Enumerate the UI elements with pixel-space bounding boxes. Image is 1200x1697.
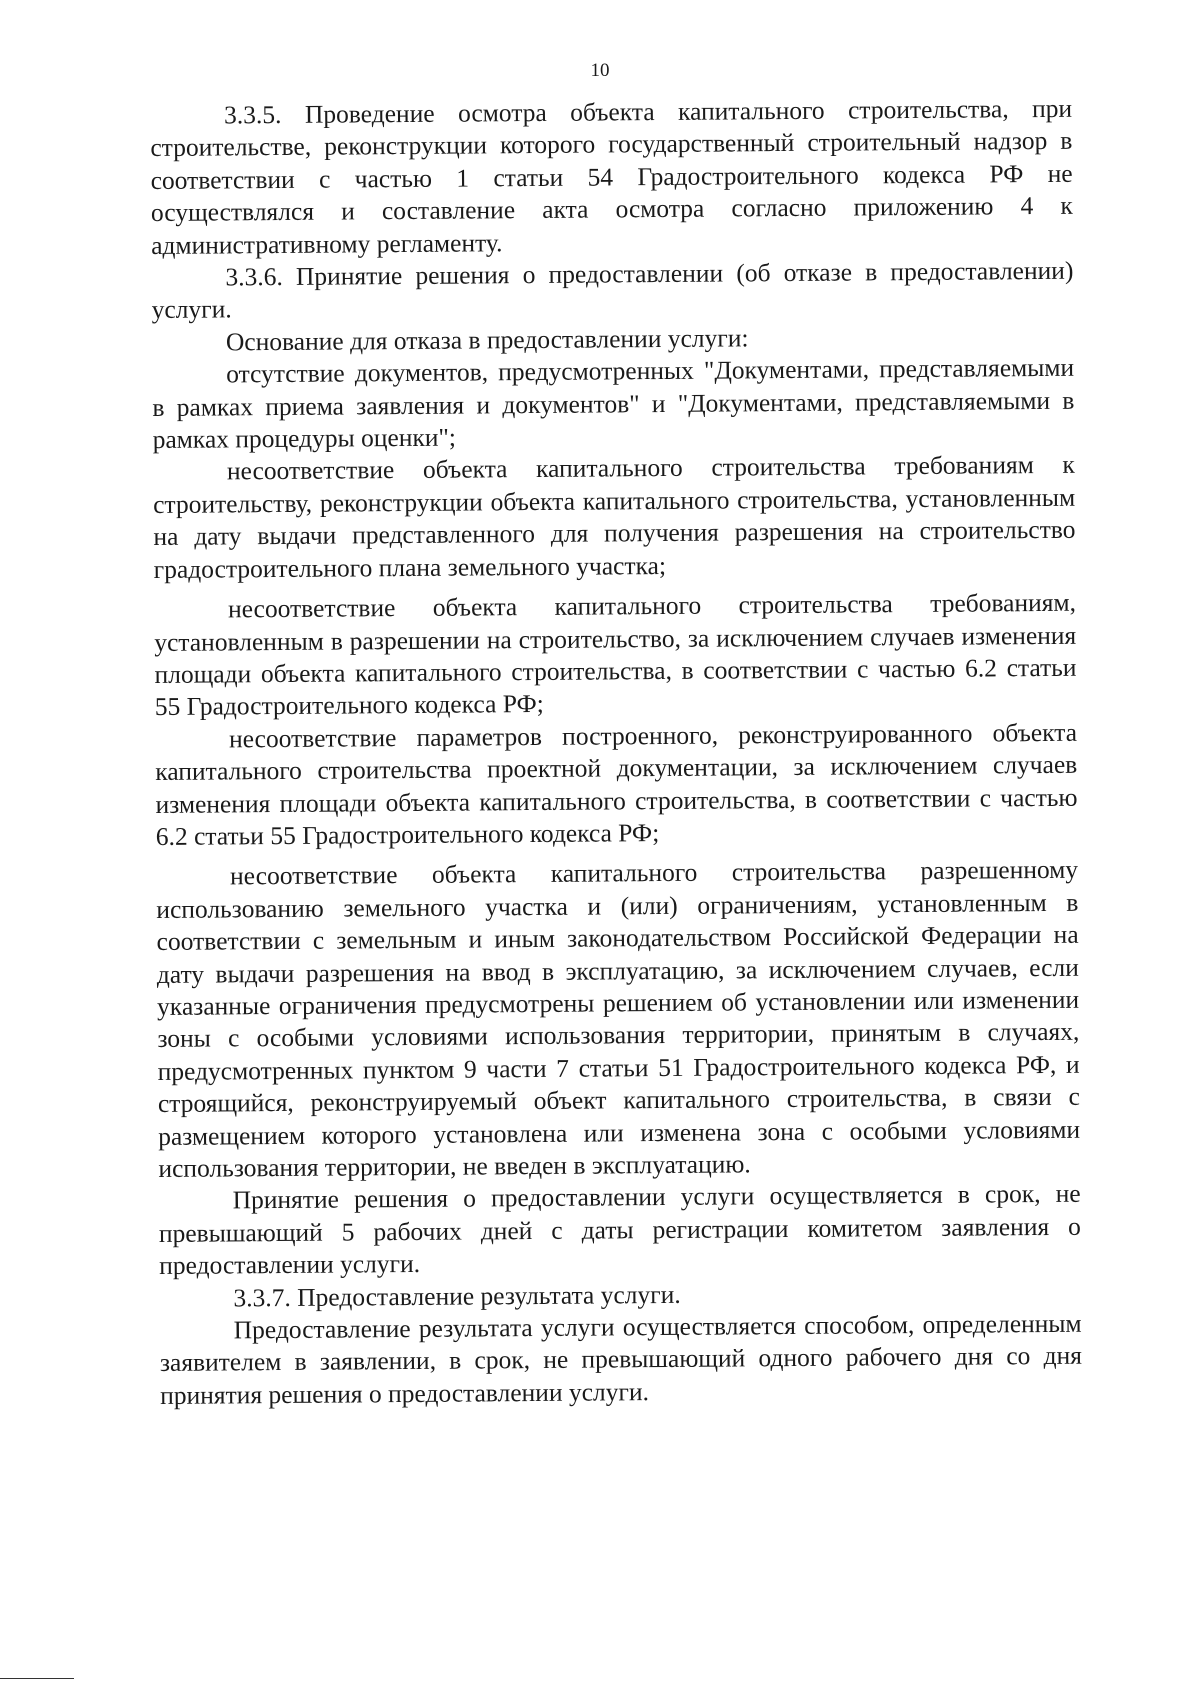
- document-body: [150, 93, 1082, 1412]
- paragraph-land-use-mismatch: несоответствие объекта капитального строительства разрешенному использованию земельного участка и (или) ограничениям, установленным в соответствии с земельным и иным законодательством Российской Федерации на дату выдачи разрешения на ввод в эксплуатацию, за исключением случаев, если указанные ограничения предусмотрены решением об установлении или изменении зоны с особыми условиями использования территории, принятым в случаях, предусмотренных пунктом 9 части 7 статьи 51 Градостроительного кодекса РФ, и строящийся, реконструируемый объект капитального строительства, в связи с размещением которого установлена или изменена зона с особыми условиями использования территории, не введен в эксплуатацию.: [156, 855, 1081, 1183]
- paragraph-result-delivery: Предоставление результата услуги осуществляется способом, определенным заявителем в заявлении, в срок, не превышающий одного рабочего дня со дня принятия решения о предоставлении услуги.: [159, 1308, 1083, 1410]
- scan-edge-mark: [0, 1678, 74, 1679]
- paragraph-3-3-7: 3.3.7. Предоставление результата услуги.: [233, 1279, 681, 1313]
- paragraph-3-3-6: 3.3.6. Принятие решения о предоставлении (об отказе в предоставлении) услуги.: [151, 255, 1074, 325]
- paragraph-missing-documents: отсутствие документов, предусмотренных "Документами, представляемыми в рамках приема заявления и документов" и "Документами, представляемыми в рамках процедуры оценки";: [152, 353, 1075, 455]
- paragraph-plan-mismatch: несоответствие объекта капитального строительства требованиям к строительству, реконструкции объекта капитального строительства, установленным на дату выдачи представленного для получения разрешения на строительство градостроительного плана земельного участка;: [153, 450, 1076, 584]
- paragraph-design-mismatch: несоответствие параметров построенного, реконструированного объекта капитального строительства проектной документации, за исключением случаев изменения площади объекта капитального строительства, в соответствии с частью 6.2 статьи 55 Градостроительного кодекса РФ;: [155, 717, 1078, 851]
- paragraph-3-3-5: 3.3.5. Проведение осмотра объекта капитального строительства, при строительстве, реконструкции которого государственный строительный надзор в соответствии с частью 1 статьи 54 Градостроительного кодекса РФ не осуществлялся и составление акта осмотра согласно приложению 4 к административному регламенту.: [150, 93, 1073, 260]
- paragraph-permit-mismatch: несоответствие объекта капитального строительства требованиям, установленным в разрешении на строительство, за исключением случаев изменения площади объекта капитального строительства, в соответствии с частью 6.2 статьи 55 Градостроительного кодекса РФ;: [154, 587, 1077, 722]
- page-number: 10: [590, 60, 610, 81]
- paragraph-decision-deadline: Принятие решения о предоставлении услуги осуществляется в срок, не превышающий 5 рабочих дней с даты регистрации комитетом заявления о предоставлении услуги.: [158, 1179, 1081, 1281]
- paragraph-refusal-grounds: Основание для отказа в предоставлении услуги:: [225, 323, 749, 357]
